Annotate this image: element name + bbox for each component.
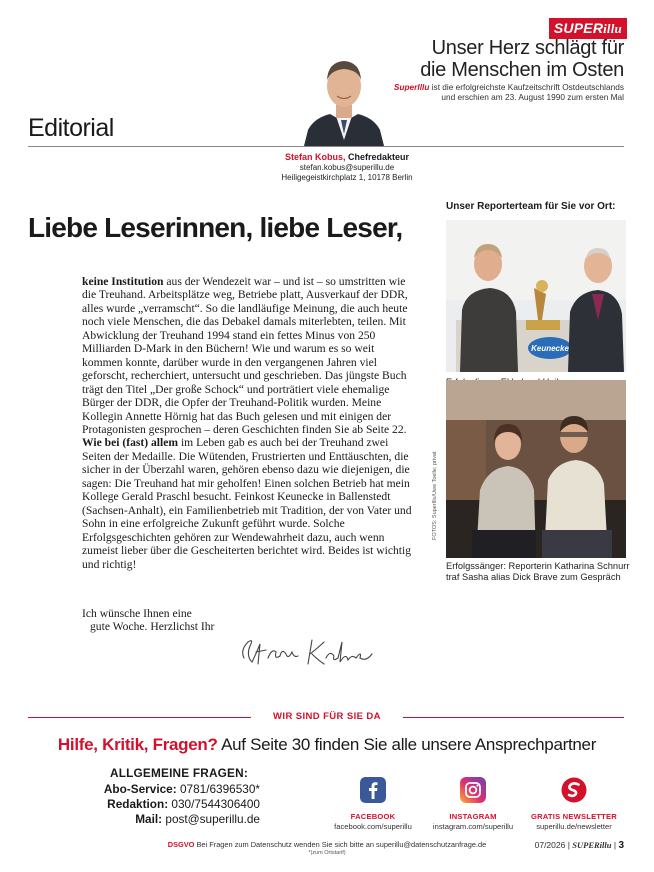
help-line: Hilfe, Kritik, Fragen? Auf Seite 30 finden Sie alle unsere Ansprechpartner [57, 735, 597, 754]
caption-photo-2: Erfolgssänger: Reporterin Katharina Schnurr traf Sasha alias Dick Brave zum Gespräch [446, 561, 630, 582]
editor-credit [257, 152, 437, 183]
brand-claim: Unser Herz schlägt für die Menschen im Osten [420, 37, 624, 81]
headline: Liebe Leserinnen, liebe Leser, [28, 212, 403, 243]
newsletter-icon [561, 777, 587, 803]
page-folio: 07/2026 | SUPERillu | 3 [534, 840, 624, 851]
closing: Ich wünsche Ihnen eine gute Woche. Herzlichst Ihr [82, 607, 215, 634]
signature [238, 628, 378, 670]
editor-address: Heiligegeistkirchplatz 1, 10178 Berlin [281, 173, 413, 182]
reporter-photo-sasha [446, 380, 626, 558]
facebook-link[interactable]: FACEBOOK facebook.com/superillu [318, 777, 428, 831]
mail-contact[interactable]: Mail: post@superillu.de [135, 812, 260, 826]
facebook-icon [360, 777, 386, 803]
instagram-icon [460, 777, 486, 803]
keunecke-sign: Keunecke [531, 344, 569, 353]
article-body [82, 275, 412, 571]
paragraph-1: keine Institution aus der Wendezeit war – und ist – so umstritten wie die Treuhand. Arbeitsplätze weg, Betriebe platt, Ausverkauf der DDR, alles wurde „verramscht“. So die landläufige Meinung, die auch heute noch viele Menschen, die das Debakel damals miterlebten, teilen. Mit Abwicklung der Treuhand 1994 stand ein fettes Minus von 250 Milliarden D-Mark in den Büchern! Wie und warum es so weit kommen konnte, darüber wurde in den vergangenen Jahren viel geforscht, recherchiert, untersucht und geschrieben. Das jüngste Buch trägt den Titel „Der große Schock“ und porträtiert viele ehemalige Bürger der DDR, die Opfer der Treuhand-Politik wurden. Meine Kollegin Annette Hörnig hat das Buch gelesen und mit einigen der Protagonisten gesprochen – deren Geschichten finden Sie ab Seite 22. [82, 275, 408, 436]
editor-role: Chefredakteur [345, 152, 410, 162]
editor-name: Stefan Kobus, [284, 152, 346, 162]
divider [28, 146, 624, 147]
editor-email[interactable]: stefan.kobus@superillu.de [299, 163, 395, 172]
contact-section-label: WIR SIND FÜR SIE DA [273, 711, 381, 722]
redaktion-phone[interactable]: Redaktion: 030/7544306400 [107, 797, 260, 811]
divider [403, 717, 624, 718]
photo-credit: FOTOS: SuperIllu/Uwe Toelle; privat [432, 451, 438, 540]
page-number: 3 [618, 840, 624, 851]
newsletter-link[interactable]: GRATIS NEWSLETTER superillu.de/newsletter [519, 777, 629, 831]
dsgvo-note: DSGVO Bei Fragen zum Datenschutz wenden Sie sich bitte an superillu@datenschutzanfrage.de [167, 840, 487, 849]
paragraph-2: Wie bei (fast) allem im Leben gab es auch bei der Treuhand zwei Seiten der Medaille. Die Wütenden, Frustrierten und Enttäuschten, die sicher in der Überzahl waren, gehören ebenso dazu wie diejenigen, die sagen: Die Treuhand hat mir geholfen! Einen solchen Betrieb hat mein Kollege Gerald Praschl besucht. Feinkost Keunecke in Ballenstedt (Sachsen-Anhalt), ein Familienbetrieb mit Tradition, der von Vater und Sohn in eine erfolgreiche Zukunft geführt wurde. Solche Erfolgsgeschichten gehören zur Wendewahrheit dazu, auch wenn zumeist lieber über die Gescheiterten berichtet wird. Beides ist wichtig und richtig! [82, 436, 412, 571]
reporter-team-title: Unser Reporterteam für Sie vor Ort: [446, 201, 616, 212]
general-questions-heading: ALLGEMEINE FRAGEN: [110, 766, 248, 780]
brand-claim-subline: SuperIllu ist die erfolgreichste Kaufzeitschrift Ostdeutschlands und erschien am 23. August 1990 zum ersten Mal [393, 82, 624, 102]
editor-portrait [300, 44, 388, 146]
footnote: *(zum Ortstarif) [308, 850, 346, 856]
divider [28, 717, 251, 718]
reporter-photo-keunecke [446, 220, 626, 372]
abo-service[interactable]: Abo-Service: 0781/6396530* [103, 782, 260, 796]
superillu-logo: SUPERillu [549, 18, 627, 39]
contact-list [70, 782, 260, 827]
section-title: Editorial [28, 114, 114, 142]
instagram-link[interactable]: INSTAGRAM instagram.com/superillu [418, 777, 528, 831]
